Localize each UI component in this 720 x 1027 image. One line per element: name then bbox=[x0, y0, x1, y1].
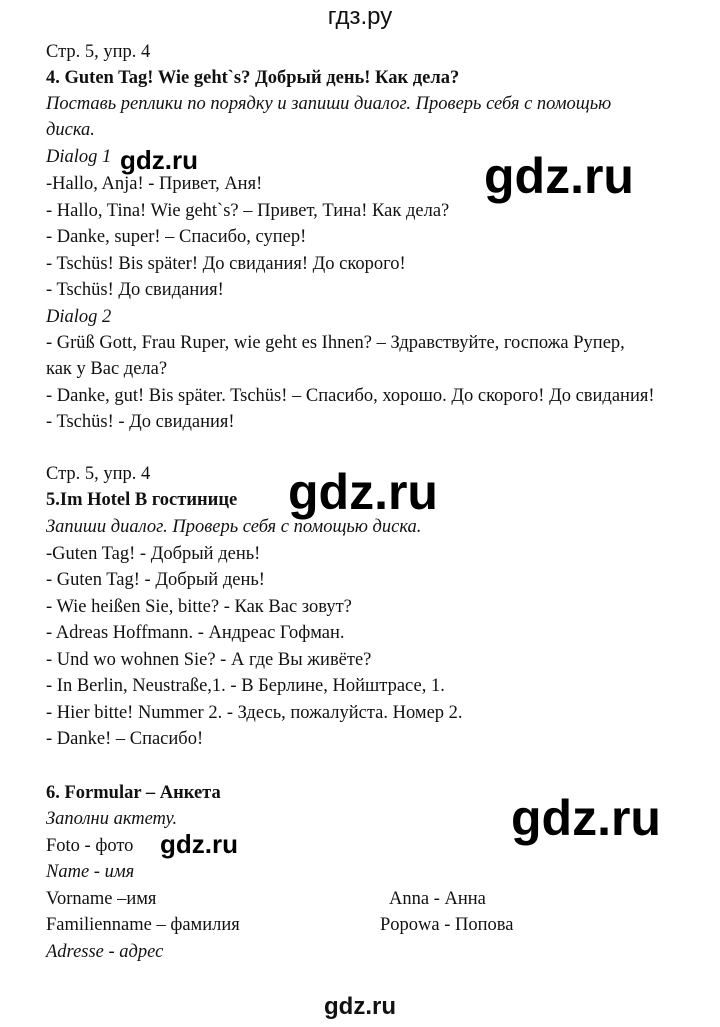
instruction-text: Заполни актету. bbox=[46, 809, 178, 829]
instruction-text: Запиши диалог. Проверь себя с помощью диска. bbox=[46, 517, 422, 537]
exercise-title: 6. Formular – Анкета bbox=[46, 783, 221, 803]
dialog-line: - In Berlin, Neustraße,1. - В Берлине, Нойштрасе, 1. bbox=[46, 676, 445, 696]
watermark: gdz.ru bbox=[120, 145, 198, 175]
dialog-line: - Tschüs! Bis später! До свидания! До скорого! bbox=[46, 254, 406, 274]
dialog-line: - Und wo wohnen Sie? - А где Вы живёте? bbox=[46, 650, 372, 670]
dialog-line: - Hier bitte! Nummer 2. - Здесь, пожалуйста. Номер 2. bbox=[46, 703, 463, 723]
site-header: гдз.ру bbox=[327, 3, 393, 30]
exercise-title: 4. Guten Tag! Wie geht`s? Добрый день! Как дела? bbox=[46, 68, 460, 88]
dialog-label: Dialog 2 bbox=[46, 307, 112, 327]
dialog-line: - Adreas Hoffmann. - Андреас Гофман. bbox=[46, 623, 345, 643]
watermark: gdz.ru bbox=[484, 148, 634, 204]
form-label-familienname: Familienname – фамилия bbox=[46, 915, 240, 935]
dialog-label: Dialog 1 bbox=[46, 147, 112, 167]
dialog-line: -Hallo, Anja! - Привет, Аня! bbox=[46, 174, 263, 194]
page-reference: Стр. 5, упр. 4 bbox=[46, 464, 151, 484]
form-value-vorname: Anna - Анна bbox=[389, 889, 486, 909]
dialog-line: -Guten Tag! - Добрый день! bbox=[46, 544, 261, 564]
dialog-line: - Hallo, Tina! Wie geht`s? – Привет, Тина! Как дела? bbox=[46, 201, 450, 221]
dialog-line: - Tschüs! До свидания! bbox=[46, 280, 224, 300]
form-field-foto: Foto - фото bbox=[46, 836, 134, 856]
instruction-text: Поставь реплики по порядку и запиши диалог. Проверь себя с помощью bbox=[46, 94, 612, 114]
dialog-line: - Danke! – Спасибо! bbox=[46, 729, 204, 749]
site-footer: gdz.ru bbox=[324, 993, 396, 1020]
dialog-line: - Grüß Gott, Frau Ruper, wie geht es Ihnen? – Здравствуйте, госпожа Рупер, bbox=[46, 333, 625, 353]
form-label-vorname: Vorname –имя bbox=[46, 889, 157, 909]
page-reference: Стр. 5, упр. 4 bbox=[46, 42, 151, 62]
dialog-line: - Guten Tag! - Добрый день! bbox=[46, 570, 265, 590]
dialog-line: - Wie heißen Sie, bitte? - Как Вас зовут? bbox=[46, 597, 352, 617]
exercise-title: 5.Im Hotel В гостинице bbox=[46, 490, 238, 510]
dialog-line: как у Вас дела? bbox=[46, 359, 168, 379]
form-field-adresse: Adresse - адрес bbox=[46, 942, 164, 962]
form-value-familienname: Popowa - Попова bbox=[380, 915, 514, 935]
dialog-line: - Danke, gut! Bis später. Tschüs! – Спасибо, хорошо. До скорого! До свидания! bbox=[46, 386, 655, 406]
dialog-line: - Danke, super! – Спасибо, супер! bbox=[46, 227, 307, 247]
form-field-name: Name - имя bbox=[46, 862, 135, 882]
watermark: gdz.ru bbox=[511, 790, 661, 846]
instruction-text: диска. bbox=[46, 120, 95, 140]
watermark: gdz.ru bbox=[160, 829, 238, 859]
watermark: gdz.ru bbox=[288, 464, 438, 520]
dialog-line: - Tschüs! - До свидания! bbox=[46, 412, 235, 432]
